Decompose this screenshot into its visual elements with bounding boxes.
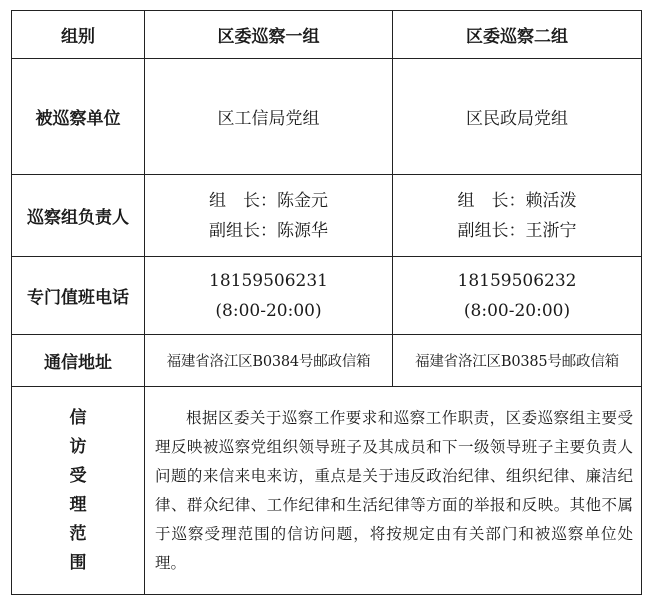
phone-row <box>12 257 642 335</box>
scope-label <box>12 387 145 595</box>
group2-address: 福建省洛江区B0385号邮政信箱 <box>393 335 642 387</box>
group1-hours: (8:00-20:00) <box>215 300 322 321</box>
group2-phone-cell <box>393 257 642 335</box>
header-row <box>12 11 642 59</box>
scope-label-char: 受 <box>69 465 87 486</box>
group2-header: 区委巡察二组 <box>393 11 642 59</box>
scope-label-char: 围 <box>69 552 87 573</box>
group1-phone-cell <box>145 257 393 335</box>
phone-label: 专门值班电话 <box>12 257 145 335</box>
group2-phone: 18159506232 <box>457 270 577 291</box>
unit-label: 被巡察单位 <box>12 59 145 175</box>
scope-text: 根据区委关于巡察工作要求和巡察工作职责，区委巡察组主要受理反映被巡察党组织领导班子及其成员和下一级领导班子主要负责人问题的来信来电来访，重点是关于违反政治纪律、组织纪律、廉洁纪律、群众纪律、工作纪律和生活纪律等方面的举报和反映。其他不属于巡察受理范围的信访问题，将按规定由有关部门和被巡察单位处理。 <box>155 408 633 572</box>
group-label: 组别 <box>12 11 145 59</box>
group1-phone: 18159506231 <box>209 270 328 291</box>
address-row <box>12 335 642 387</box>
address-label: 通信地址 <box>12 335 145 387</box>
scope-text-cell <box>145 387 642 595</box>
group1-address: 福建省洛江区B0384号邮政信箱 <box>145 335 393 387</box>
group1-leader: 组 长：陈金元 <box>209 190 328 211</box>
group2-deputy: 副组长：王浙宁 <box>457 220 577 241</box>
group1-leaders <box>145 175 393 257</box>
scope-label-char: 理 <box>69 494 87 515</box>
group2-leaders <box>393 175 642 257</box>
scope-label-char: 范 <box>69 523 87 544</box>
scope-label-char: 信 <box>69 407 87 428</box>
group2-hours: (8:00-20:00) <box>463 300 571 321</box>
scope-row <box>12 387 642 595</box>
inspection-info-table <box>11 10 642 595</box>
scope-label-char: 访 <box>69 436 87 457</box>
leader-label: 巡察组负责人 <box>12 175 145 257</box>
unit-row <box>12 59 642 175</box>
group2-unit: 区民政局党组 <box>393 59 642 175</box>
group1-header: 区委巡察一组 <box>145 11 393 59</box>
leader-row <box>12 175 642 257</box>
group1-deputy: 副组长：陈源华 <box>209 220 328 241</box>
group2-leader: 组 长：赖活泼 <box>457 190 577 211</box>
group1-unit: 区工信局党组 <box>145 59 393 175</box>
